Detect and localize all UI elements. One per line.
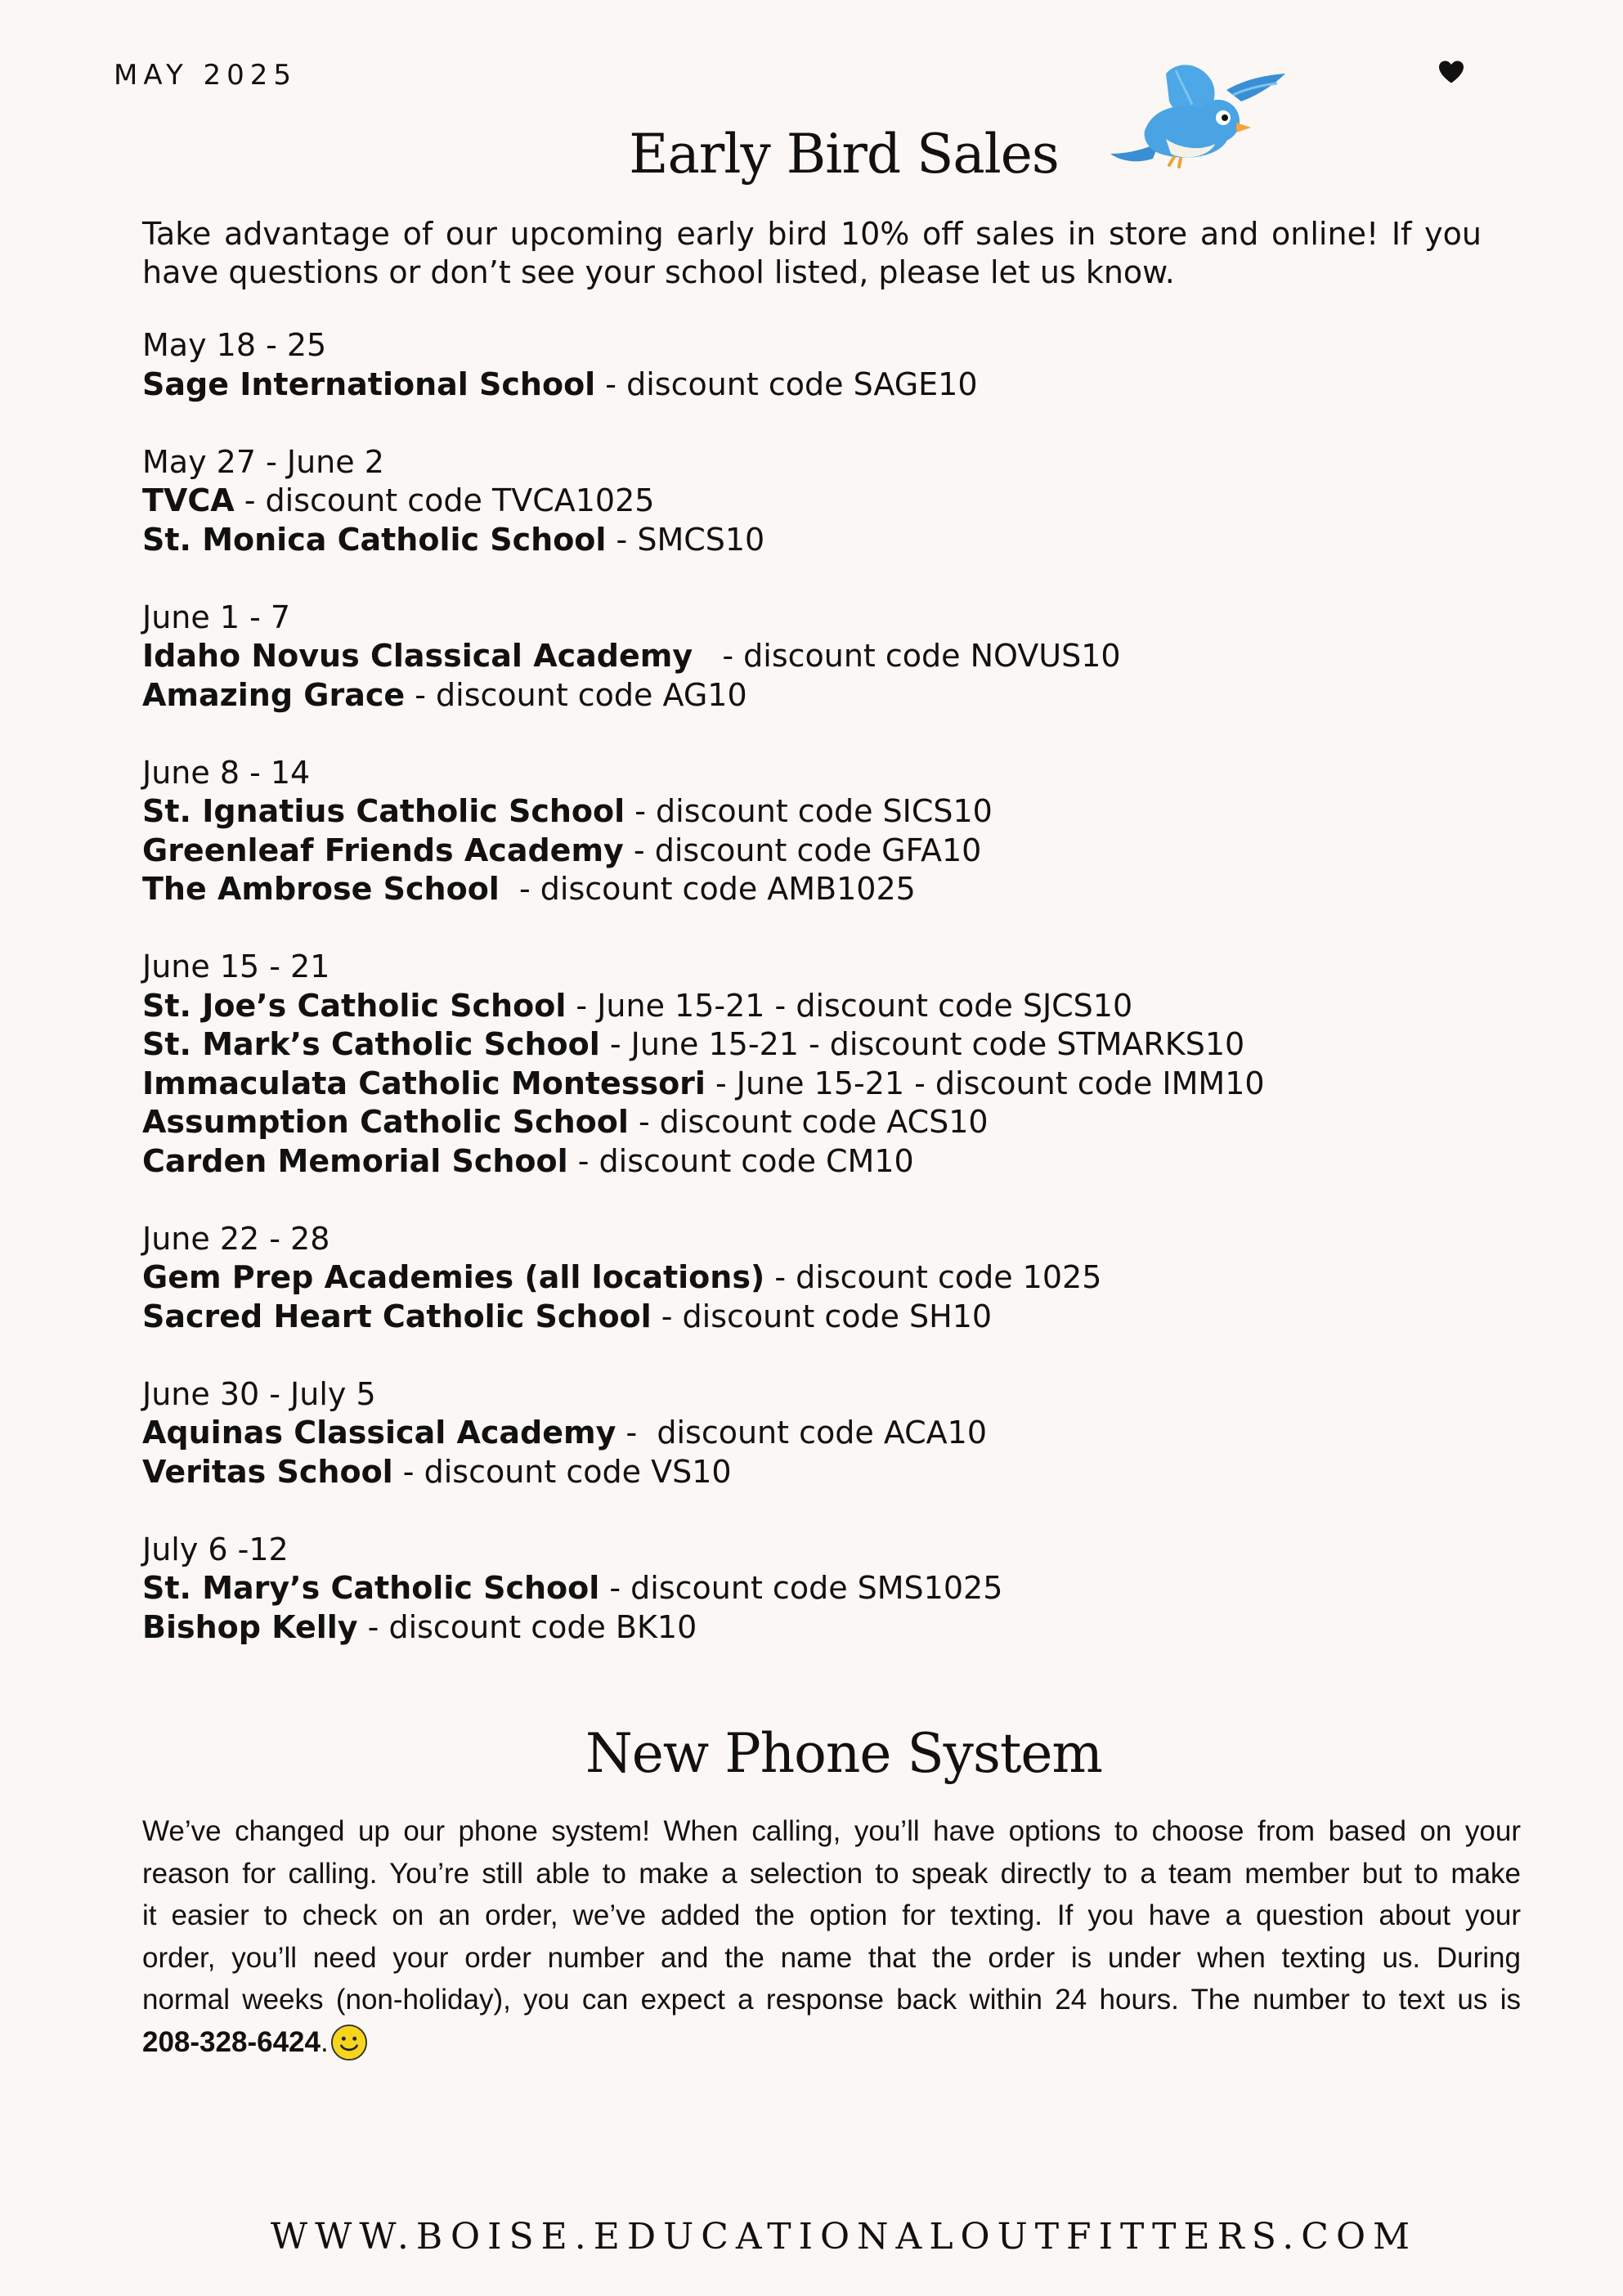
website-url[interactable]: WWW.BOISE.EDUCATIONALOUTFITTERS.COM (270, 2216, 1418, 2258)
school-name: Bishop Kelly (142, 1608, 358, 1645)
school-name: Sacred Heart Catholic School (142, 1298, 652, 1334)
sale-date-range: June 22 - 28 (142, 1220, 330, 1257)
sale-week-group (142, 326, 1491, 404)
sales-schedule (142, 326, 1491, 1686)
school-name: St. Ignatius Catholic School (142, 793, 625, 829)
school-name: Sage International School (142, 365, 596, 402)
sale-date-range: June 1 - 7 (142, 599, 291, 635)
school-name: Greenleaf Friends Academy (142, 832, 624, 868)
school-discount-entry (142, 1103, 1491, 1142)
phone-number-period: . (320, 2025, 329, 2058)
sale-date-range: June 15 - 21 (142, 948, 330, 984)
phone-paragraph-line: reason for calling. You’re still able to make a selection to speak directly to a team member but to make (142, 1857, 1521, 1890)
discount-code-detail: - discount code GFA10 (623, 832, 982, 868)
sale-date-range: May 27 - June 2 (142, 443, 384, 480)
sale-week-group (142, 1220, 1491, 1337)
school-discount-entry (142, 482, 1491, 521)
school-discount-entry (142, 637, 1491, 676)
school-discount-entry (142, 1414, 1491, 1453)
school-name: The Ambrose School (142, 871, 500, 907)
school-name: TVCA (142, 482, 235, 518)
school-name: Veritas School (142, 1453, 393, 1490)
school-name: St. Monica Catholic School (142, 521, 607, 558)
sale-week-group (142, 1531, 1491, 1648)
phone-paragraph-line: We’ve changed up our phone system! When calling, you’ll have options to choose from based on your (142, 1815, 1521, 1847)
intro-line: have questions or don’t see your school listed, please let us know. (142, 254, 1175, 290)
phone-paragraph-line: order, you’ll need your order number and the name that the order is under when texting us. During (142, 1941, 1521, 1974)
smiley-face-icon (330, 2024, 368, 2061)
school-discount-entry (142, 1298, 1491, 1337)
discount-code-detail: - discount code CM10 (567, 1142, 914, 1179)
sale-week-group (142, 948, 1491, 1181)
discount-code-detail: - June 15-21 - discount code IMM10 (705, 1065, 1265, 1101)
discount-code-detail: - discount code VS10 (392, 1453, 732, 1490)
discount-code-detail: - discount code SICS10 (625, 793, 993, 829)
sale-week-group (142, 599, 1491, 715)
discount-code-detail: - discount code TVCA1025 (234, 482, 655, 518)
discount-code-detail: - discount code SH10 (651, 1298, 993, 1334)
school-name: St. Joe’s Catholic School (142, 987, 567, 1024)
school-name: St. Mark’s Catholic School (142, 1026, 600, 1062)
discount-code-detail: - discount code AG10 (405, 676, 747, 713)
issue-date: MAY 2025 (114, 59, 298, 92)
intro-line: Take advantage of our upcoming early bird 10% off sales in store and online! If you (142, 216, 1482, 252)
heart-icon (1437, 57, 1466, 87)
school-discount-entry (142, 1453, 1491, 1492)
school-discount-entry (142, 365, 1491, 405)
early-bird-intro (142, 215, 1482, 292)
sale-date-range: June 30 - July 5 (142, 1375, 376, 1412)
discount-code-detail: - discount code SAGE10 (595, 365, 978, 402)
school-discount-entry (142, 870, 1491, 909)
sale-week-group (142, 1375, 1491, 1492)
sale-week-group (142, 443, 1491, 560)
school-name: St. Mary’s Catholic School (142, 1570, 600, 1606)
discount-code-detail: - discount code NOVUS10 (693, 638, 1121, 674)
discount-code-detail: - June 15-21 - discount code STMARKS10 (599, 1026, 1245, 1062)
school-name: Assumption Catholic School (142, 1104, 629, 1140)
phone-paragraph-line: normal weeks (non-holiday), you can expect a response back within 24 hours. The number to text us is (142, 1984, 1521, 2016)
school-discount-entry (142, 1142, 1491, 1182)
sale-date-range: May 18 - 25 (142, 327, 327, 363)
school-name: Gem Prep Academies (all locations) (142, 1259, 765, 1295)
school-name: Aquinas Classical Academy (142, 1415, 616, 1451)
sale-date-range: June 8 - 14 (142, 754, 311, 791)
school-name: Amazing Grace (142, 676, 406, 713)
school-discount-entry (142, 1065, 1491, 1104)
school-name: Carden Memorial School (142, 1142, 568, 1179)
phone-system-body (142, 1810, 1521, 2063)
school-discount-entry (142, 987, 1491, 1026)
phone-system-title: New Phone System (585, 1722, 1102, 1785)
school-name: Immaculata Catholic Montessori (142, 1065, 706, 1101)
sale-week-group (142, 754, 1491, 909)
discount-code-detail: - discount code AMB1025 (499, 871, 916, 907)
school-discount-entry (142, 676, 1491, 715)
school-discount-entry (142, 1025, 1491, 1065)
discount-code-detail: - discount code BK10 (357, 1608, 697, 1645)
discount-code-detail: - discount code 1025 (764, 1259, 1102, 1295)
discount-code-detail: - discount code ACS10 (628, 1104, 989, 1140)
early-bird-title: Early Bird Sales (629, 123, 1059, 186)
school-discount-entry (142, 1608, 1491, 1648)
school-discount-entry (142, 792, 1491, 832)
school-discount-entry (142, 521, 1491, 560)
phone-paragraph-line: it easier to check on an order, we’ve added the option for texting. If you have a question about your (142, 1899, 1521, 1931)
school-name: Idaho Novus Classical Academy (142, 638, 693, 674)
school-discount-entry (142, 1569, 1491, 1608)
phone-number-line (142, 2021, 1521, 2064)
sale-date-range: July 6 -12 (142, 1531, 289, 1567)
discount-code-detail: - June 15-21 - discount code SJCS10 (566, 987, 1133, 1024)
text-phone-number: 208-328-6424 (142, 2025, 321, 2058)
school-discount-entry (142, 832, 1491, 871)
discount-code-detail: - discount code SMS1025 (599, 1570, 1003, 1606)
discount-code-detail: - discount code ACA10 (616, 1415, 988, 1451)
school-discount-entry (142, 1258, 1491, 1298)
discount-code-detail: - SMCS10 (606, 521, 765, 558)
